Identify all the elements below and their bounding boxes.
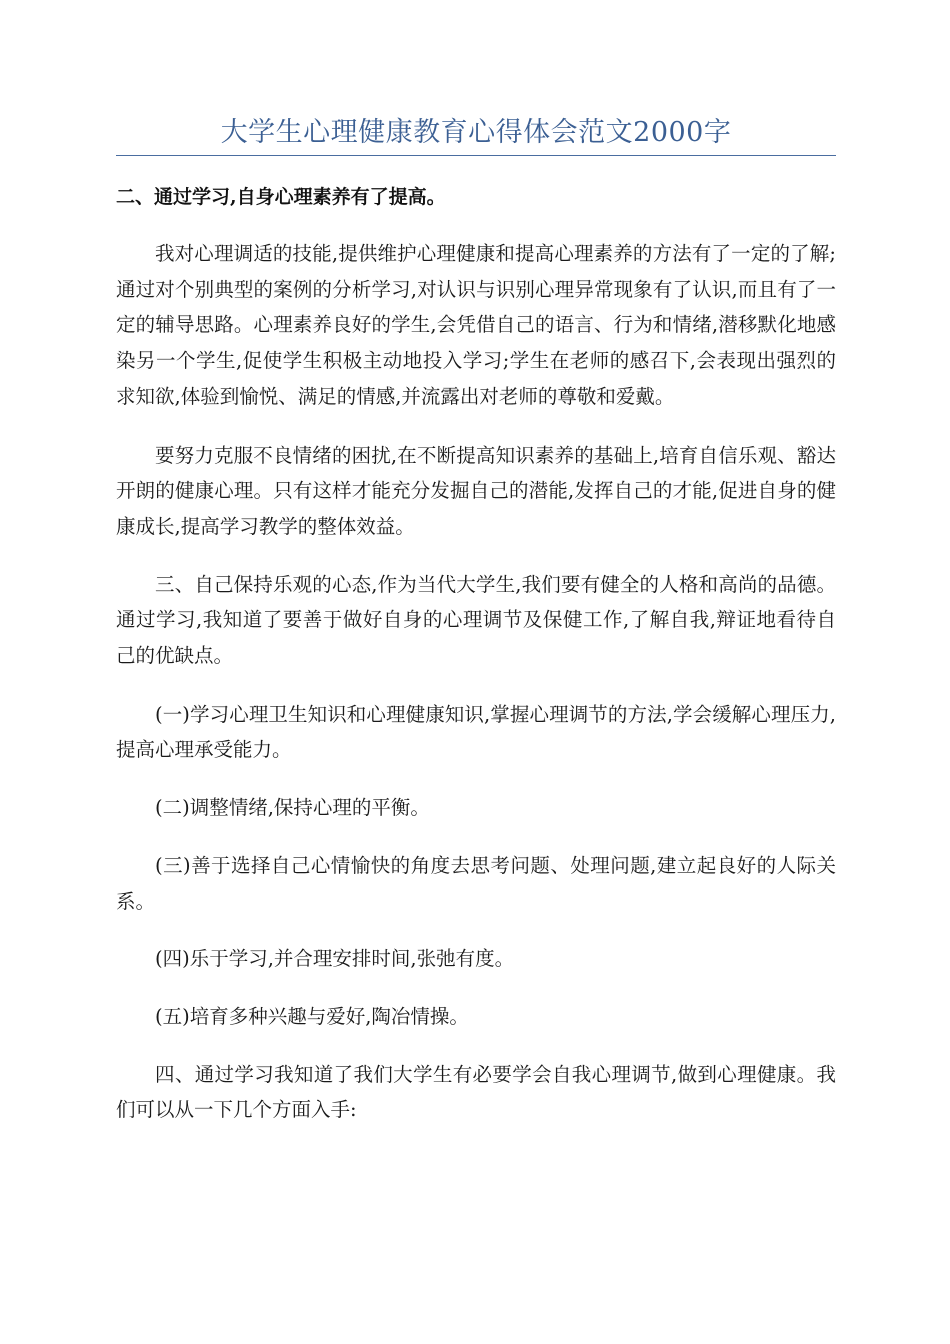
paragraph-2: 要努力克服不良情绪的困扰,在不断提高知识素养的基础上,培育自信乐观、豁达开朗的健康心理。只有这样才能充分发掘自己的潜能,发挥自己的才能,促进自身的健康成长,提高学习教学的整体效益。 [116, 443, 836, 538]
section-heading: 二、通过学习,自身心理素养有了提高。 [116, 186, 446, 208]
title-divider [116, 155, 836, 156]
paragraph-5: (二)调整情绪,保持心理的平衡。 [155, 796, 430, 820]
paragraph-4: (一)学习心理卫生知识和心理健康知识,掌握心理调节的方法,学会缓解心理压力,提高心理承受能力。 [116, 702, 836, 762]
paragraph-8: (五)培育多种兴趣与爱好,陶冶情操。 [155, 1004, 469, 1028]
paragraph-9: 四、通过学习我知道了我们大学生有必要学会自我心理调节,做到心理健康。我们可以从一下几个方面入手: [116, 1062, 836, 1122]
paragraph-6: (三)善于选择自己心情愉快的角度去思考问题、处理问题,建立起良好的人际关系。 [116, 853, 836, 913]
document-title: 大学生心理健康教育心得体会范文2000字 [220, 117, 732, 148]
paragraph-3: 三、自己保持乐观的心态,作为当代大学生,我们要有健全的人格和高尚的品德。通过学习,我知道了要善于做好自身的心理调节及保健工作,了解自我,辩证地看待自己的优缺点。 [116, 572, 836, 668]
paragraph-7: (四)乐于学习,并合理安排时间,张弛有度。 [155, 947, 515, 971]
document-page [116, 0, 836, 1128]
paragraph-1: 我对心理调适的技能,提供维护心理健康和提高心理素养的方法有了一定的了解;通过对个别典型的案例的分析学习,对认识与识别心理异常现象有了认识,而且有了一定的辅导思路。心理素养良好的学生,会凭借自己的语言、行为和情绪,潜移默化地感染另一个学生,促使学生积极主动地投入学习;学生在老师的感召下,会表现出强烈的求知欲,体验到愉悦、满足的情感,并流露出对老师的尊敬和爱戴。 [116, 242, 836, 408]
